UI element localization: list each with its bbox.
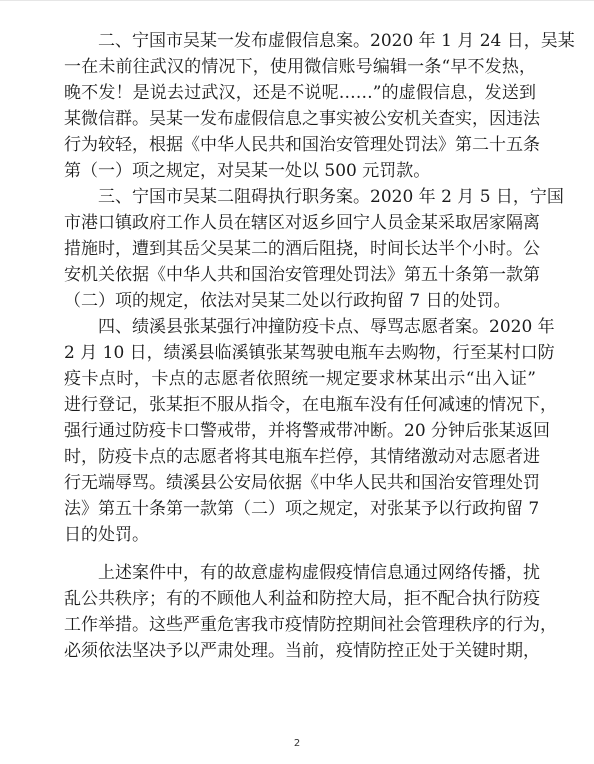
case-3-line-2: 市港口镇政府工作人员在辖区对返乡回宁人员金某采取居家隔离 [64,213,540,233]
case-2-line-2: 一在未前往武汉的情况下，使用微信账号编辑一条“早不发热， [64,57,536,77]
case-2-line-3: 晚不发！是说去过武汉，还是不说呢……”的虚假信息，发送到 [64,83,536,103]
case-3-line-3: 措施时，遭到其岳父吴某二的酒后阻挠，时间长达半个小时。公 [64,239,540,259]
summary-line-2: 乱公共秩序；有的不顾他人利益和防控大局，拒不配合执行防疫 [64,589,540,609]
case-4-line-2: 2 月 10 日，绩溪县临溪镇张某驾驶电瓶车去购物，行至某村口防 [64,343,555,363]
summary-line-3: 工作举措。这些严重危害我市疫情防控期间社会管理秩序的行为， [64,615,557,635]
summary-line-1: 上述案件中，有的故意虚构虚假疫情信息通过网络传播，扰 [98,563,540,583]
page-number: 2 [293,738,301,749]
case-4-line-6: 时，防疫卡点的志愿者将其电瓶车拦停，其情绪激动对志愿者进 [64,447,540,467]
case-3-line-5: （二）项的规定，依法对吴某二处以行政拘留 7 日的处罚。 [64,291,511,311]
case-4-line-3: 疫卡点时，卡点的志愿者依照统一规定要求林某出示“出入证” [64,369,536,389]
case-2-line-1: 二、宁国市吴某一发布虚假信息案。2020 年 1 月 24 日，吴某 [98,31,575,51]
page-top-border [0,0,594,1]
case-4-line-1: 四、绩溪县张某强行冲撞防疫卡点、辱骂志愿者案。2020 年 [98,317,555,337]
case-3-line-4: 安机关依据《中华人共和国治安管理处罚法》第五十条第一款第 [64,265,540,285]
case-2-line-4: 某微信群。吴某一发布虚假信息之事实被公安机关查实，因违法 [64,109,540,129]
case-2-line-6: 第（一）项之规定，对吴某一处以 500 元罚款。 [64,161,431,181]
case-4-line-5: 强行通过防疫卡口警戒带，并将警戒带冲断。20 分钟后张某返回 [64,421,551,441]
case-4-line-8: 法》第五十条第一款第（二）项之规定，对张某予以行政拘留 7 [64,499,540,519]
case-2-line-5: 行为较轻，根据《中华人民共和国治安管理处罚法》第二十五条 [64,135,540,155]
case-4-line-9: 日的处罚。 [64,525,149,545]
summary-line-4: 必须依法坚决予以严肃处理。当前，疫情防控正处于关键时期， [64,641,540,661]
case-4-line-4: 进行登记，张某拒不服从指令，在电瓶车没有任何减速的情况下， [64,395,557,415]
case-4-line-7: 行无端辱骂。绩溪县公安局依据《中华人民共和国治安管理处罚 [64,473,540,493]
case-3-line-1: 三、宁国市吴某二阻碍执行职务案。2020 年 2 月 5 日，宁国 [98,187,564,207]
